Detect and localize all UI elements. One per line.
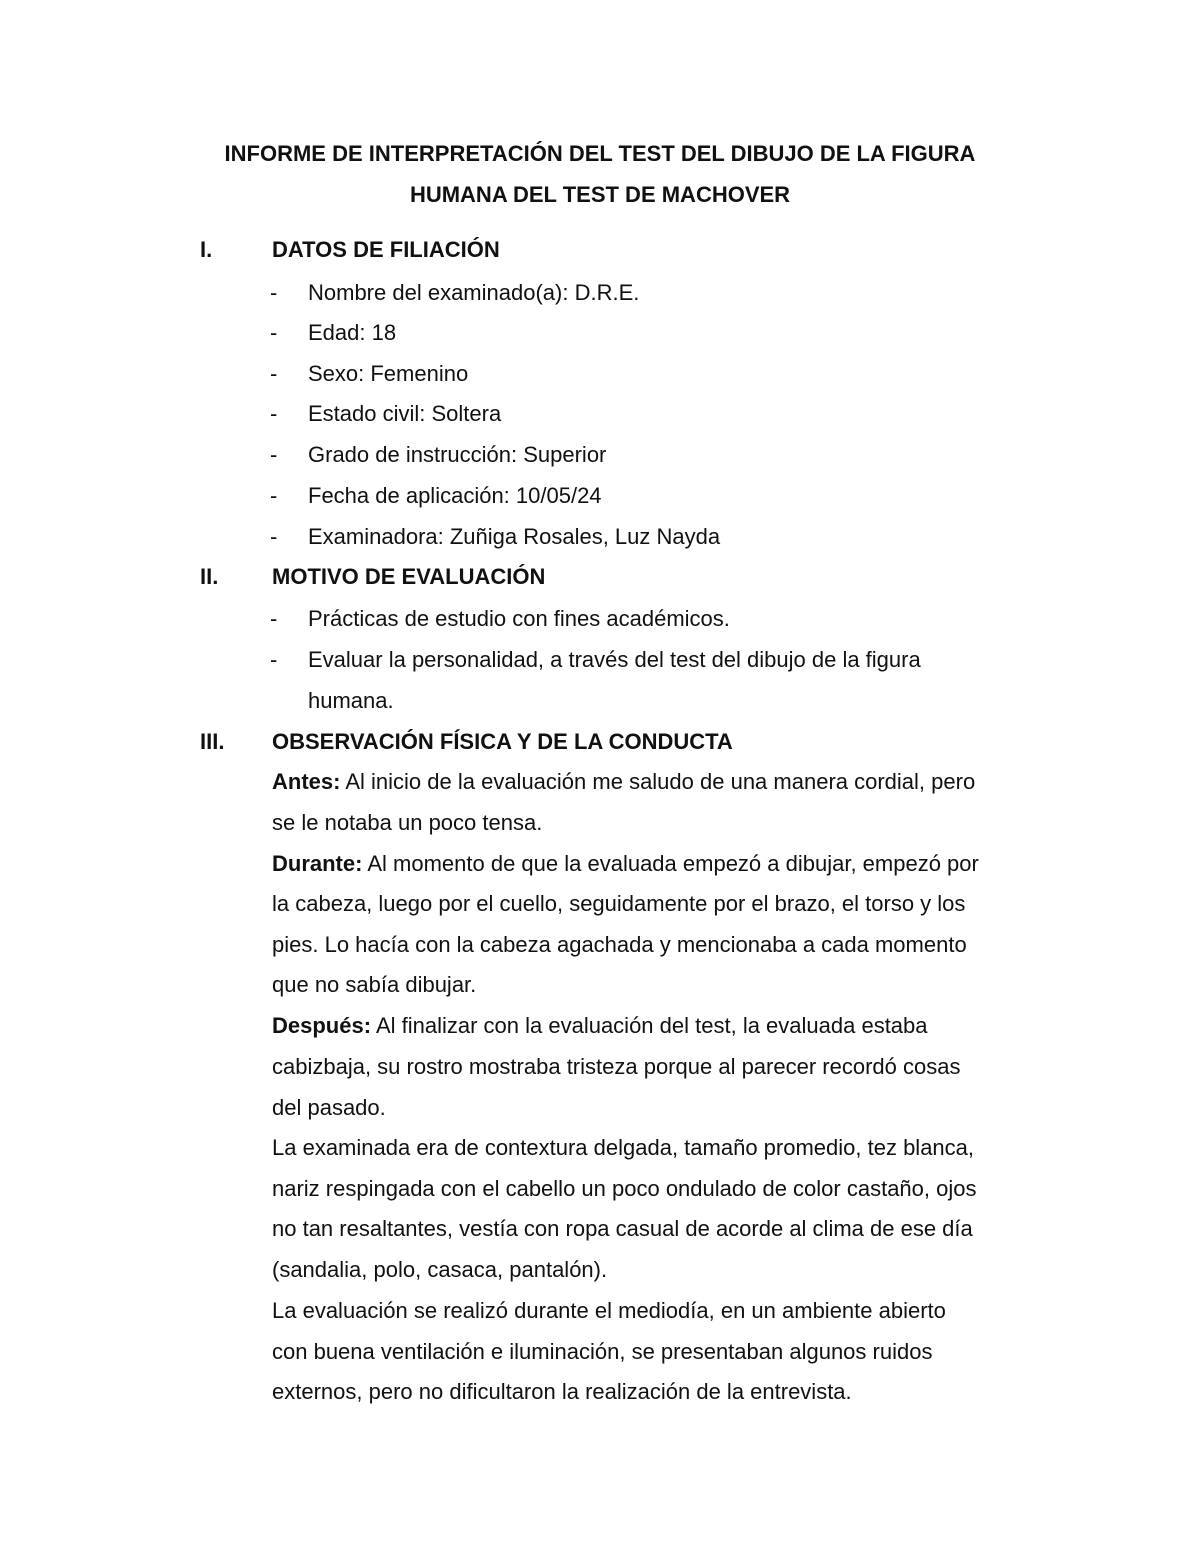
- paragraph-despues-line: del pasado.: [272, 1095, 386, 1120]
- paragraph-despues-line: [272, 1012, 928, 1040]
- paragraph-durante-line: la cabeza, luego por el cuello, seguidamente por el brazo, el torso y los: [272, 891, 966, 916]
- antes-text: Al inicio de la evaluación me saludo de una manera cordial, pero: [340, 769, 976, 794]
- list-bullet: -: [270, 401, 278, 426]
- despues-text: Al finalizar con la evaluación del test, la evaluada estaba: [371, 1013, 928, 1038]
- paragraph-ambiente-line: con buena ventilación e iluminación, se presentaban algunos ruidos: [272, 1339, 933, 1364]
- durante-text: Al momento de que la evaluada empezó a dibujar, empezó por: [362, 851, 979, 876]
- section-number: II.: [200, 564, 219, 589]
- section-title-datos-filiacion: DATOS DE FILIACIÓN: [272, 237, 500, 262]
- paragraph-fisica-line: La examinada era de contextura delgada, tamaño promedio, tez blanca,: [272, 1135, 975, 1160]
- paragraph-antes-line: [272, 768, 975, 796]
- section-title-observacion: OBSERVACIÓN FÍSICA Y DE LA CONDUCTA: [272, 729, 733, 754]
- paragraph-ambiente-line: La evaluación se realizó durante el mediodía, en un ambiente abierto: [272, 1298, 946, 1323]
- document-title-line-1: INFORME DE INTERPRETACIÓN DEL TEST DEL DIBUJO DE LA FIGURA: [224, 141, 976, 166]
- paragraph-antes-line: se le notaba un poco tensa.: [272, 810, 543, 835]
- list-item-grado-instruccion: Grado de instrucción: Superior: [308, 442, 607, 467]
- list-item-sexo: Sexo: Femenino: [308, 361, 469, 386]
- paragraph-fisica-line: (sandalia, polo, casaca, pantalón).: [272, 1257, 608, 1282]
- paragraph-fisica-line: nariz respingada con el cabello un poco ondulado de color castaño, ojos: [272, 1176, 977, 1201]
- list-bullet: -: [270, 483, 278, 508]
- paragraph-durante-line: que no sabía dibujar.: [272, 972, 477, 997]
- paragraph-durante-line: pies. Lo hacía con la cabeza agachada y mencionaba a cada momento: [272, 932, 967, 957]
- list-bullet: -: [270, 524, 278, 549]
- durante-label: Durante:: [272, 851, 363, 876]
- paragraph-ambiente-line: externos, pero no dificultaron la realización de la entrevista.: [272, 1379, 852, 1404]
- despues-label: Después:: [272, 1013, 372, 1038]
- list-item-evaluar: Evaluar la personalidad, a través del test del dibujo de la figura: [308, 647, 921, 672]
- document-title-line-2: HUMANA DEL TEST DE MACHOVER: [409, 182, 791, 207]
- list-bullet: -: [270, 442, 278, 467]
- list-item-fecha-aplicacion: Fecha de aplicación: 10/05/24: [308, 483, 602, 508]
- section-title-motivo-evaluacion: MOTIVO DE EVALUACIÓN: [272, 564, 546, 589]
- list-bullet: -: [270, 320, 278, 345]
- paragraph-fisica-line: no tan resaltantes, vestía con ropa casual de acorde al clima de ese día: [272, 1216, 973, 1241]
- paragraph-durante-line: [272, 850, 979, 878]
- list-item-nombre: Nombre del examinado(a): D.R.E.: [308, 280, 640, 305]
- section-number: III.: [200, 729, 225, 754]
- section-number: I.: [200, 237, 213, 262]
- list-item-estado-civil: Estado civil: Soltera: [308, 401, 502, 426]
- list-item-edad: Edad: 18: [308, 320, 397, 345]
- list-item-practicas: Prácticas de estudio con fines académicos.: [308, 606, 730, 631]
- list-bullet: -: [270, 361, 278, 386]
- list-bullet: -: [270, 647, 278, 672]
- list-bullet: -: [270, 606, 278, 631]
- paragraph-despues-line: cabizbaja, su rostro mostraba tristeza porque al parecer recordó cosas: [272, 1054, 961, 1079]
- list-item-evaluar-continued: humana.: [308, 688, 394, 713]
- list-item-examinadora: Examinadora: Zuñiga Rosales, Luz Nayda: [308, 524, 721, 549]
- list-bullet: -: [270, 280, 278, 305]
- antes-label: Antes:: [272, 769, 341, 794]
